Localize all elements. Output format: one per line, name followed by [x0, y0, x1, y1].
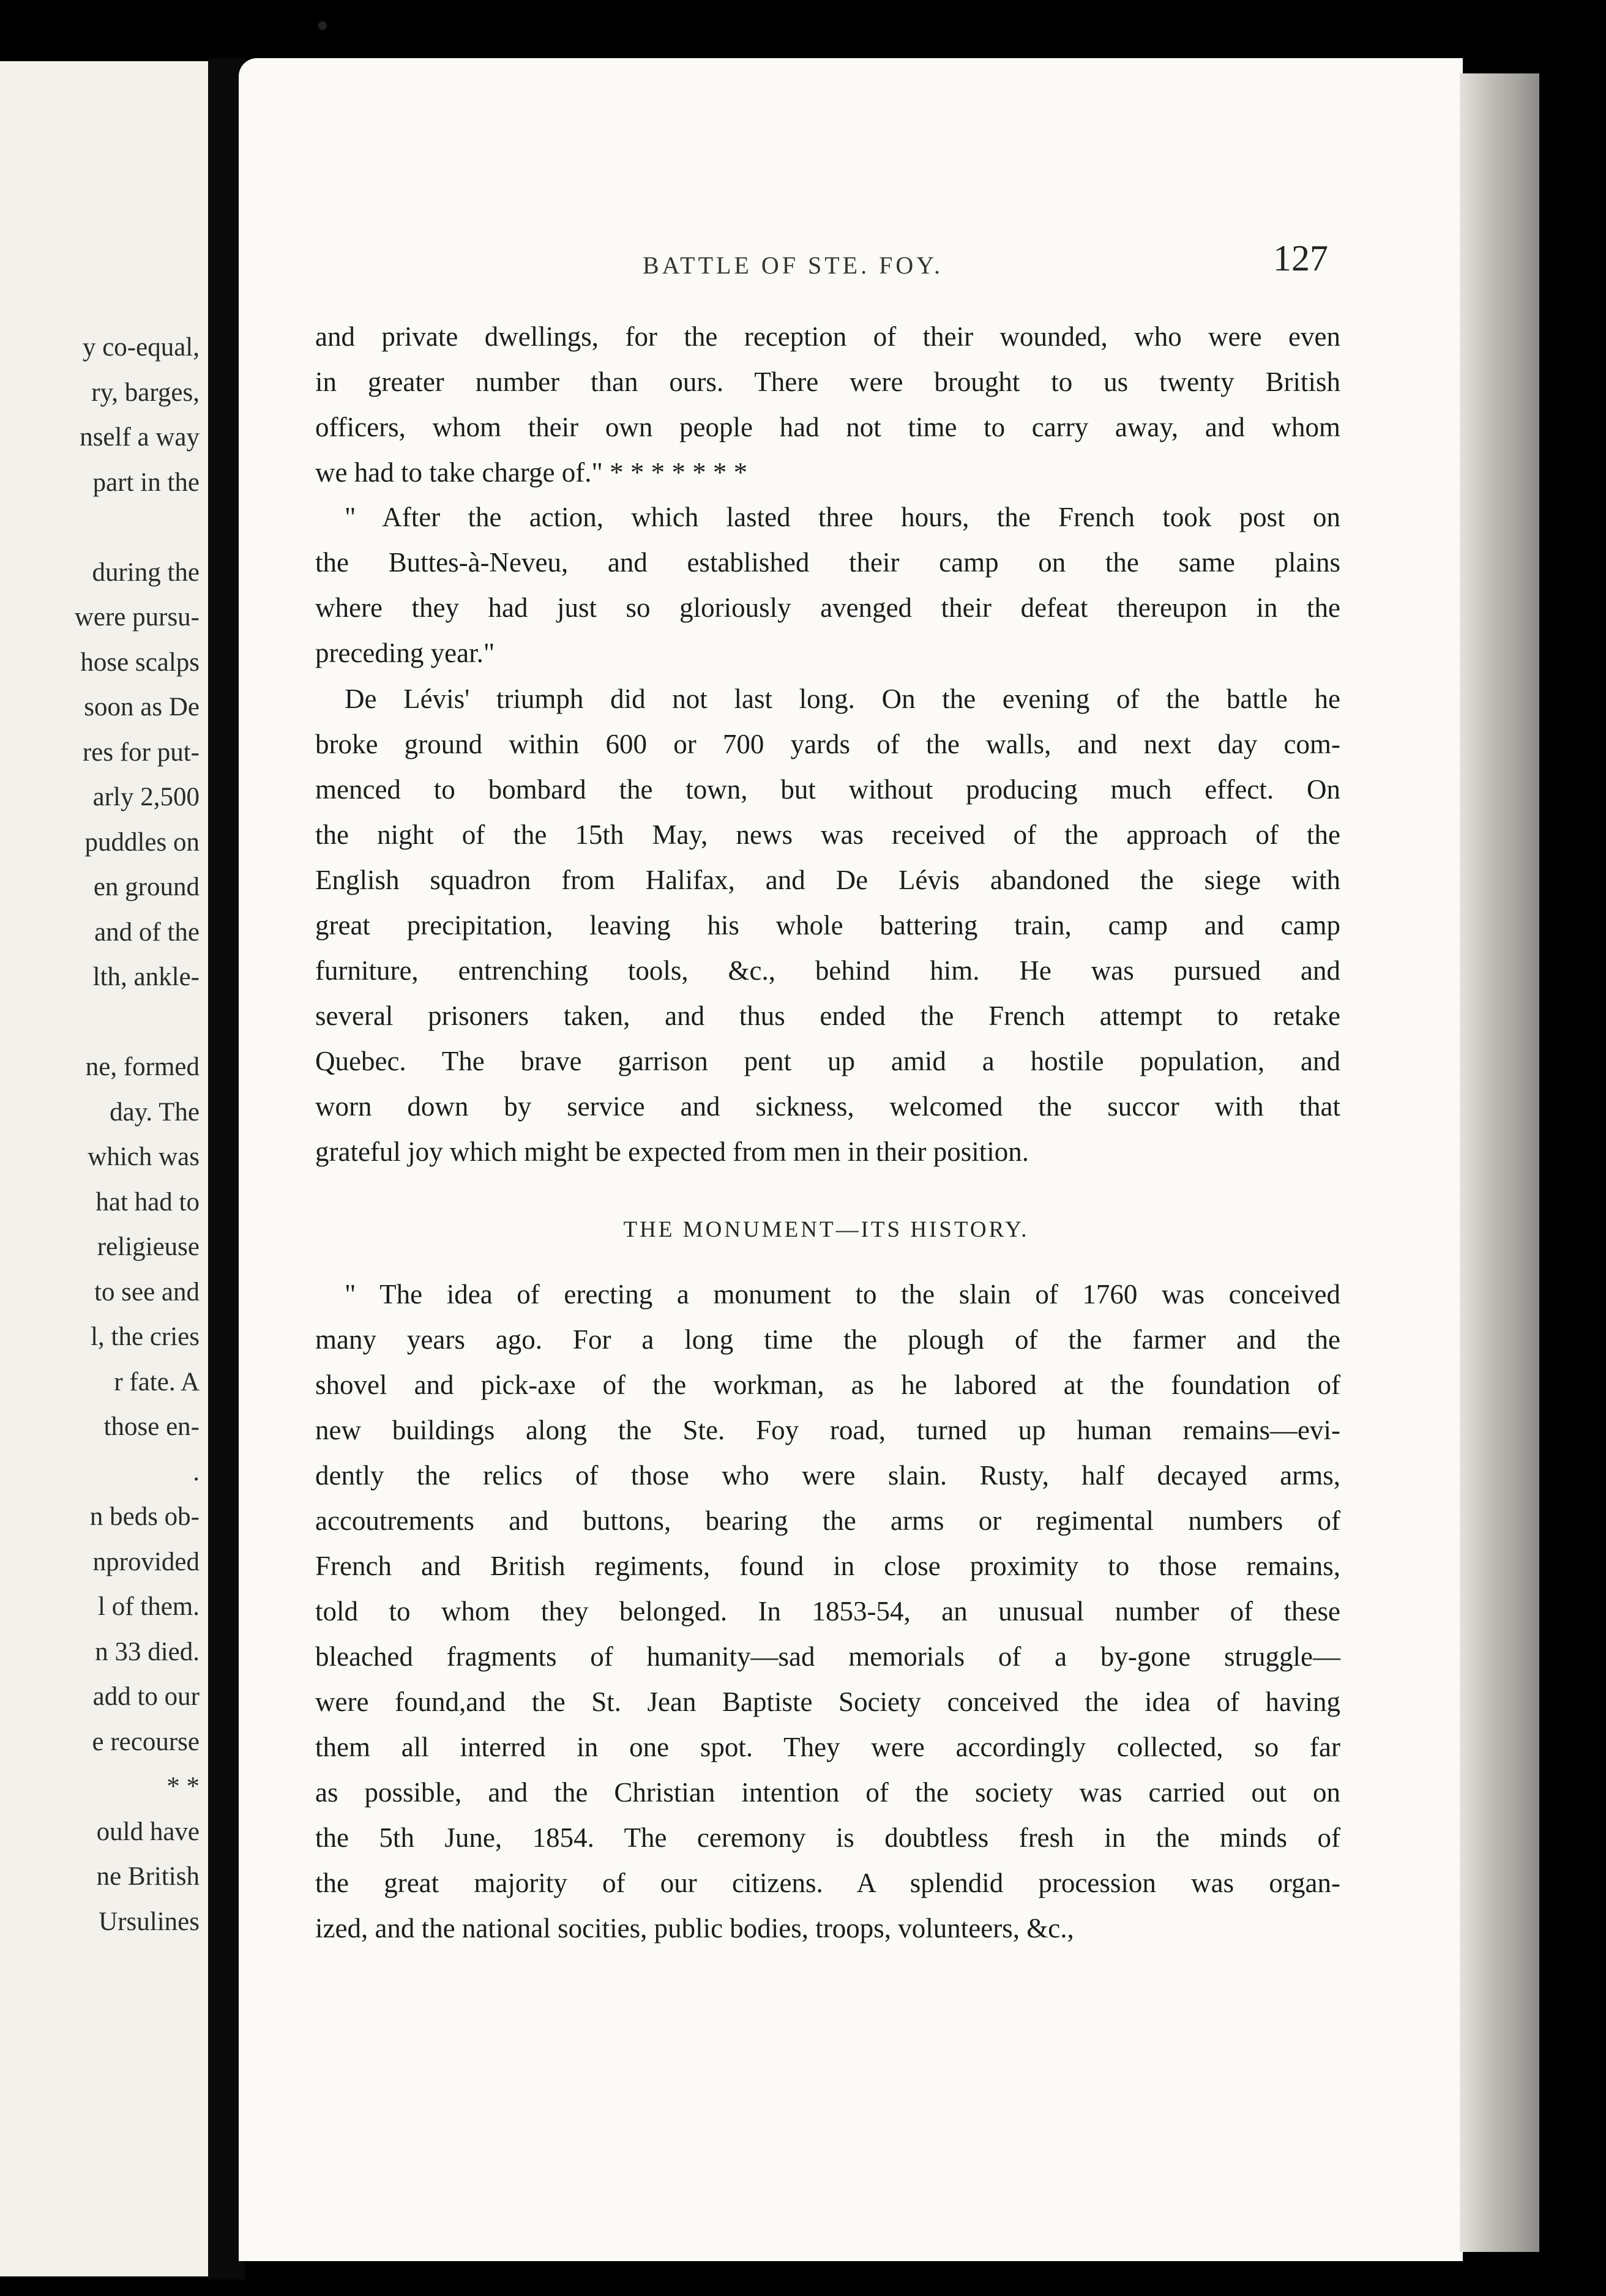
body-text-line: Quebec. The brave garrison pent up amid a hostile population, and: [315, 1046, 1340, 1076]
facing-page: [0, 61, 208, 2276]
body-text-line: many years ago. For a long time the plough of the farmer and the: [315, 1324, 1340, 1355]
facing-page-line: n 33 died.: [95, 1637, 200, 1666]
body-text-line: bleached fragments of humanity—sad memorials of a by-gone struggle—: [315, 1641, 1340, 1672]
facing-page-line: ry, barges,: [91, 378, 200, 407]
facing-page-line: nself a way: [80, 423, 200, 452]
facing-page-line: e recourse: [92, 1727, 200, 1756]
body-text-line: menced to bombard the town, but without producing much effect. On: [315, 774, 1340, 805]
facing-page-line: soon as De: [84, 693, 200, 721]
facing-page-line: n beds ob-: [89, 1502, 200, 1531]
facing-page-line: religieuse: [97, 1232, 200, 1261]
facing-page-line: those en-: [103, 1412, 200, 1441]
body-text-line: the night of the 15th May, news was received of the approach of the: [315, 819, 1340, 850]
facing-page-line: en ground: [93, 873, 200, 901]
facing-page-line: arly 2,500: [92, 783, 200, 811]
facing-page-line: nprovided: [92, 1547, 200, 1576]
dust-speck: [318, 21, 327, 30]
facing-page-line: Ursulines: [99, 1907, 200, 1936]
body-text-line: dently the relics of those who were slain. Rusty, half decayed arms,: [315, 1460, 1340, 1491]
body-text-line: worn down by service and sickness, welcomed the succor with that: [315, 1091, 1340, 1122]
body-text-line: and private dwellings, for the reception of their wounded, who were even: [315, 321, 1340, 352]
body-text-line: broke ground within 600 or 700 yards of the walls, and next day com-: [315, 729, 1340, 759]
facing-page-line: add to our: [92, 1682, 200, 1711]
facing-page-line: ould have: [96, 1817, 200, 1846]
facing-page-line: were pursu-: [74, 603, 200, 632]
facing-page-line: puddles on: [84, 827, 200, 857]
facing-page-line: .: [193, 1457, 200, 1486]
running-head: BATTLE OF STE. FOY.: [643, 252, 943, 279]
section-heading: THE MONUMENT—ITS HISTORY.: [623, 1217, 1029, 1242]
body-text-line: in greater number than ours. There were brought to us twenty British: [315, 367, 1340, 397]
body-text-line: new buildings along the Ste. Foy road, turned up human remains—evi-: [315, 1415, 1340, 1445]
facing-page-line: which was: [88, 1142, 200, 1171]
body-text-line: De Lévis' triumph did not last long. On the evening of the battle he: [345, 684, 1340, 714]
facing-page-line: hat had to: [95, 1187, 200, 1217]
facing-page-line: lth, ankle-: [92, 963, 200, 991]
body-text-line: English squadron from Halifax, and De Lévis abandoned the siege with: [315, 865, 1340, 895]
facing-page-line: * *: [166, 1772, 200, 1801]
body-text-line: " After the action, which lasted three hours, the French took post on: [345, 502, 1340, 532]
body-text-line: ized, and the national socities, public bodies, troops, volunteers, &c.,: [315, 1913, 1074, 1944]
body-text-line: grateful joy which might be expected from men in their position.: [315, 1136, 1029, 1167]
facing-page-line: y co-equal,: [82, 333, 200, 362]
facing-page-line: ne British: [96, 1862, 200, 1891]
body-text-line: French and British regiments, found in close proximity to those remains,: [315, 1551, 1340, 1581]
body-text-line: " The idea of erecting a monument to the slain of 1760 was conceived: [345, 1279, 1340, 1310]
body-text-line: great precipitation, leaving his whole battering train, camp and camp: [315, 910, 1340, 941]
facing-page-line: to see and: [94, 1277, 200, 1306]
facing-page-line: day. The: [110, 1097, 200, 1127]
facing-page-line: part in the: [92, 468, 200, 497]
body-text-line: the Buttes-à-Neveu, and established their camp on the same plains: [315, 547, 1340, 578]
facing-page-line: r fate. A: [114, 1367, 200, 1396]
body-text-line: the 5th June, 1854. The ceremony is doubtless fresh in the minds of: [315, 1822, 1340, 1853]
facing-page-line: hose scalps: [80, 647, 200, 677]
body-text-line: them all interred in one spot. They were accordingly collected, so far: [315, 1732, 1340, 1762]
body-text-line: shovel and pick-axe of the workman, as he labored at the foundation of: [315, 1370, 1340, 1400]
body-text-line: several prisoners taken, and thus ended the French attempt to retake: [315, 1001, 1340, 1031]
body-text-line: officers, whom their own people had not time to carry away, and whom: [315, 412, 1340, 442]
body-text-line: told to whom they belonged. In 1853-54, an unusual number of these: [315, 1596, 1340, 1627]
body-text-line: were found,and the St. Jean Baptiste Society conceived the idea of having: [315, 1687, 1340, 1717]
body-text-line: accoutrements and buttons, bearing the arms or regimental numbers of: [315, 1505, 1340, 1536]
facing-page-line: during the: [92, 557, 200, 587]
page-edge-stack: [1460, 73, 1539, 2252]
body-text-line: preceding year.": [315, 638, 495, 668]
facing-page-line: and of the: [94, 917, 200, 947]
facing-page-line: res for put-: [82, 737, 200, 767]
body-text-line: as possible, and the Christian intention of the society was carried out on: [315, 1777, 1340, 1808]
body-text-line: the great majority of our citizens. A splendid procession was organ-: [315, 1868, 1340, 1898]
facing-page-line: l of them.: [98, 1592, 200, 1621]
body-text-line: furniture, entrenching tools, &c., behind him. He was pursued and: [315, 955, 1340, 986]
facing-page-line: l, the cries: [91, 1322, 200, 1351]
facing-page-line: ne, formed: [85, 1053, 200, 1081]
page-number: 127: [1273, 238, 1328, 278]
body-text-line: where they had just so gloriously avenged their defeat thereupon in the: [315, 592, 1340, 623]
body-text-line: we had to take charge of." * * * * * * *: [315, 457, 748, 488]
